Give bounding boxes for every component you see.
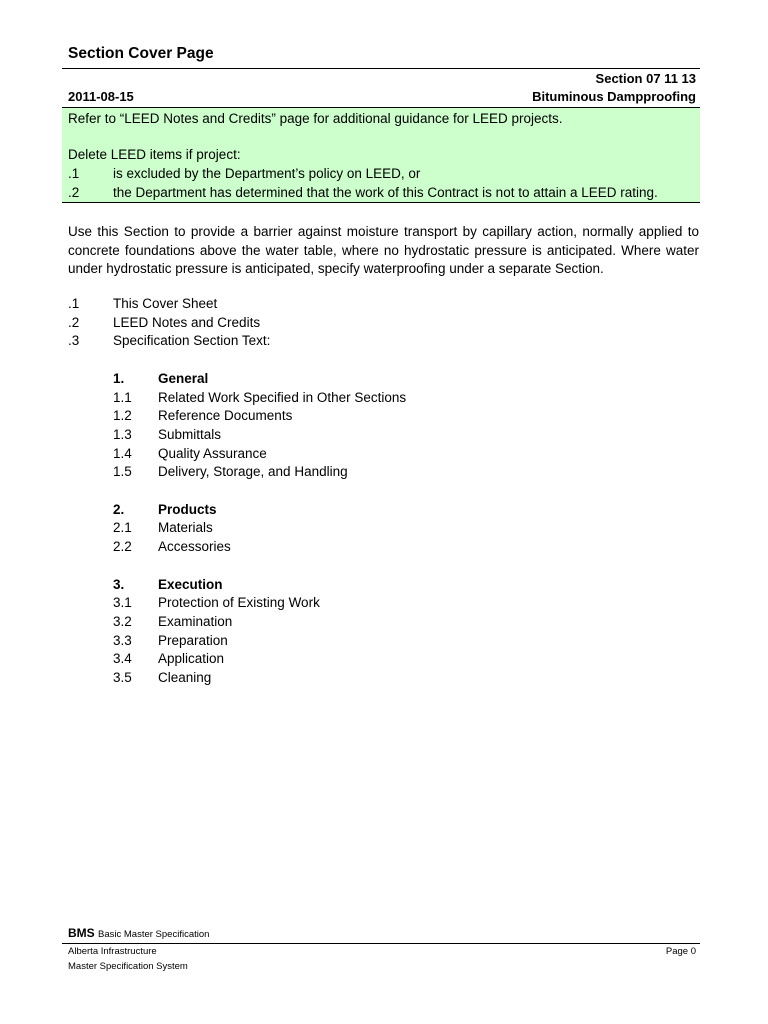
page-title: Section Cover Page <box>68 45 214 62</box>
section-date: 2011-08-15 <box>68 89 134 104</box>
leed-item-num: .1 <box>68 166 80 181</box>
footer-org: Alberta Infrastructure <box>68 946 157 957</box>
leed-note-line2: Delete LEED items if project: <box>68 147 241 162</box>
part-heading-text: General <box>158 370 209 386</box>
part-heading-num: 1. <box>113 370 125 386</box>
contents-item-num: .2 <box>68 314 80 330</box>
part-item-num: 1.1 <box>113 389 132 405</box>
part-item-num: 3.4 <box>113 651 132 667</box>
footer-bms <box>68 926 209 940</box>
part-item-text: Quality Assurance <box>158 445 267 461</box>
part-item-num: 1.5 <box>113 464 132 480</box>
section-number: Section 07 11 13 <box>595 71 696 86</box>
contents-item-text: LEED Notes and Credits <box>113 314 261 330</box>
part-item-num: 2.2 <box>113 539 132 555</box>
footer-page: Page 0 <box>665 946 696 957</box>
leed-note-line1: Refer to “LEED Notes and Credits” page for additional guidance for LEED projects. <box>68 111 563 126</box>
footer-bms-desc: Basic Master Specification <box>98 929 210 940</box>
part-heading-num: 2. <box>113 501 125 517</box>
part-item-text: Delivery, Storage, and Handling <box>158 464 348 480</box>
part-item-num: 3.3 <box>113 632 132 648</box>
contents-item-num: .1 <box>68 296 80 311</box>
part-item-num: 3.5 <box>113 670 132 685</box>
part-item-num: 1.2 <box>113 408 132 424</box>
leed-item-text: is excluded by the Department’s policy on LEED, or <box>113 166 421 181</box>
part-item-text: Cleaning <box>158 670 212 685</box>
contents-item-text: Specification Section Text: <box>113 333 271 349</box>
footer-bms-label: BMS <box>68 926 95 940</box>
part-item-num: 3.2 <box>113 613 132 629</box>
part-item-text: Reference Documents <box>158 408 293 424</box>
footer-rule <box>62 943 700 944</box>
part-heading-text: Execution <box>158 576 223 592</box>
part-item-text: Examination <box>158 613 233 629</box>
leed-note-box <box>62 107 700 203</box>
part-heading-num: 3. <box>113 576 125 592</box>
part-item-text: Accessories <box>158 539 231 555</box>
part-item-text: Materials <box>158 520 213 536</box>
part-item-text: Preparation <box>158 632 228 648</box>
part-item-text: Application <box>158 651 225 667</box>
contents-item-text: This Cover Sheet <box>113 296 218 311</box>
intro-paragraph: Use this Section to provide a barrier against moisture transport by capillary action, normally applied to concrete foundations above the water table, where no hydrostatic pressure is anticipated. Where water under hydrostatic pressure is anticipated, specify waterproofing under a separate Section. <box>68 224 699 276</box>
part-item-num: 2.1 <box>113 520 132 536</box>
header-rule-top <box>62 68 700 69</box>
part-item-text: Protection of Existing Work <box>158 595 320 611</box>
part-item-num: 1.4 <box>113 445 132 461</box>
section-name: Bituminous Dampproofing <box>532 89 696 104</box>
leed-item-text: the Department has determined that the work of this Contract is not to attain a LEED rating. <box>113 185 658 200</box>
part-item-text: Submittals <box>158 426 222 442</box>
part-item-text: Related Work Specified in Other Sections <box>158 389 407 405</box>
part-item-num: 3.1 <box>113 595 132 611</box>
part-heading-text: Products <box>158 501 217 517</box>
footer-system: Master Specification System <box>68 961 188 972</box>
contents-item-num: .3 <box>68 333 80 349</box>
leed-item-num: .2 <box>68 185 80 200</box>
part-item-num: 1.3 <box>113 426 132 442</box>
